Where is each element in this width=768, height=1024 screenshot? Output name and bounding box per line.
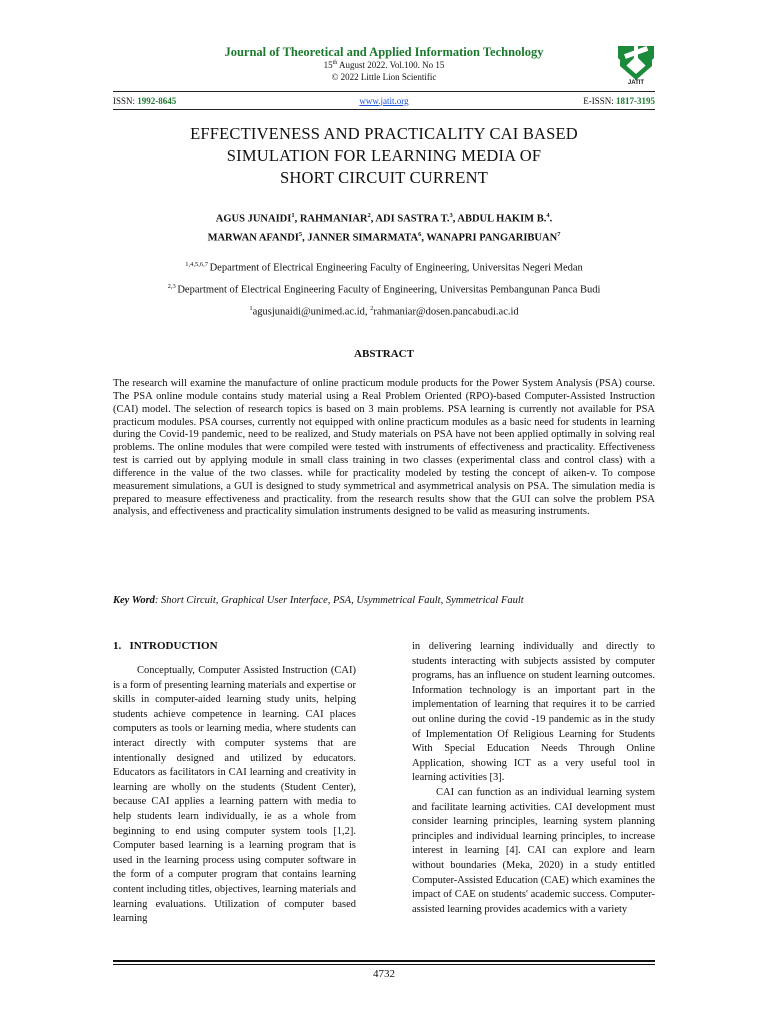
author-1: AGUS JUNAIDI bbox=[215, 213, 292, 225]
authors-line-1 bbox=[100, 208, 668, 227]
author-3-sup: 3 bbox=[449, 212, 453, 219]
footer-rule-thin bbox=[113, 964, 655, 965]
eissn bbox=[583, 96, 655, 106]
issue-rest: August 2022. Vol.100. No 15 bbox=[337, 60, 445, 70]
journal-title: Journal of Theoretical and Applied Information Technology bbox=[224, 45, 544, 59]
author-2: , RAHMANIAR bbox=[294, 213, 368, 225]
eissn-value: 1817-3195 bbox=[616, 96, 655, 106]
author-5: MARWAN AFANDI bbox=[207, 232, 299, 243]
column-left bbox=[113, 664, 356, 927]
issue-day: 15 bbox=[323, 60, 333, 70]
website-link[interactable]: www.jatit.org bbox=[359, 96, 409, 106]
email-1-sup: 1 bbox=[249, 305, 253, 312]
author-3: , ADI SASTRA T. bbox=[370, 213, 450, 225]
website-wrap bbox=[113, 96, 655, 106]
affiliation-1 bbox=[60, 261, 708, 274]
author-4-end: . bbox=[549, 213, 553, 225]
section-heading-introduction: 1. INTRODUCTION bbox=[113, 640, 218, 652]
affiliation-1-sup: 1,4,5,6,7 bbox=[185, 261, 210, 268]
author-4-sup: 4 bbox=[546, 212, 550, 219]
email-2[interactable]: rahmaniar@dosen.pancabudi.ac.id bbox=[373, 306, 519, 318]
eissn-label: E-ISSN: bbox=[583, 96, 616, 106]
keywords bbox=[113, 595, 655, 606]
affiliation-2-text: Department of Electrical Engineering Faculty of Engineering, Universitas Pembangunan Panca Budi bbox=[177, 284, 601, 296]
page-number: 4732 bbox=[373, 968, 395, 980]
title-line-1: EFFECTIVENESS AND PRACTICALITY CAI BASED bbox=[190, 124, 578, 143]
author-2-sup: 2 bbox=[367, 212, 371, 219]
author-6-sup: 6 bbox=[418, 230, 422, 238]
abstract-body: The research will examine the manufacture of online practicum module products for the Power System Analysis (PSA) course. The PSA online module contains study material using a Real Problem Oriented (RPO)-based Computer-Assisted Instruction (CAI) model. The selection of research topics is based on 3 main problems. PSA learning is currently not available for PSA practicum modules. PSA courses, currently not equipped with online practicum modules as a basic need for students in learning during the Covid-19 pandemic, need to be realized, and Study materials on PSA have not been applied optimally in solving real problems. The online modules that were compiled were tested with instruments of effectiveness and practicality. Effectiveness test is carried out by applying module in small class training in two classes (experimental class and control class) with a difference in the value of the two classes. while for practicality modeled by testing the concept of aiken-v. To compose measurement simulations, a GUI is designed to study symmetrical and asymmetrical analysis on PSA. The simulation media is prepared to measure effectiveness and practicality. from the research results show that the GUI can solve the problem PSA analysis, and effectiveness and practicality simulation instruments designed to be valid as measuring instruments. bbox=[113, 378, 655, 518]
author-4: , ABDUL HAKIM B. bbox=[452, 213, 547, 225]
footer-rule-thick bbox=[113, 960, 655, 962]
author-7: , WANAPRI PANGARIBUAN bbox=[421, 232, 558, 243]
author-1-sup: 1 bbox=[291, 212, 295, 219]
affiliation-2 bbox=[60, 283, 708, 296]
copyright-line: © 2022 Little Lion Scientific bbox=[331, 72, 437, 82]
affiliation-2-sup: 2,3 bbox=[167, 283, 178, 290]
issn-label: ISSN: bbox=[113, 96, 138, 106]
abstract-heading: ABSTRACT bbox=[354, 348, 414, 360]
author-emails bbox=[60, 305, 708, 318]
header-rule-bottom bbox=[113, 109, 655, 110]
authors-line-2 bbox=[100, 227, 668, 246]
jatit-logo-icon bbox=[614, 44, 658, 80]
authors bbox=[100, 208, 668, 245]
issn-value: 1992-8645 bbox=[137, 96, 177, 106]
paper-title bbox=[100, 123, 668, 189]
author-5-sup: 5 bbox=[298, 230, 303, 238]
email-1[interactable]: agusjunaidi@unimed.ac.id, bbox=[252, 306, 371, 318]
email-2-sup: 2 bbox=[370, 305, 374, 312]
journal-logo bbox=[614, 44, 658, 90]
issue-day-suffix: th bbox=[332, 60, 338, 66]
header-rule-top bbox=[113, 91, 655, 92]
keywords-label: Key Word bbox=[113, 595, 155, 606]
author-6: , JANNER SIMARMATA bbox=[302, 232, 419, 243]
keywords-text: : Short Circuit, Graphical User Interface, PSA, Usymmetrical Fault, Symmetrical Fault bbox=[154, 595, 524, 606]
title-line-2: SIMULATION FOR LEARNING MEDIA OF bbox=[226, 146, 542, 165]
logo-text: JATIT bbox=[627, 80, 645, 86]
intro-paragraph-1: Conceptually, Computer Assisted Instruction (CAI) is a form of presenting learning materials and expertise or skills in computer-aided learning study units, helping students achieve competence in learning. CAI places computers as tools or learning media, where students can interact directly with computer systems that are intentionally designed and utilized by educators. Educators as facilitators in CAI learning and creativity in learning are wholly on the students (Student Center), because CAI applies a learning pattern with media to help students learn individually, ie as a whole from beginning to end using computer system tools [1,2]. Computer based learning is a learning program that is used in the learning process using computer software in the form of a computer program that contains learning content including titles, objectives, learning materials and learning evaluations. Utilization of computer based learning bbox=[113, 665, 356, 925]
title-line-3: SHORT CIRCUIT CURRENT bbox=[280, 168, 488, 187]
intro-paragraph-3: CAI can function as an individual learning system and facilitate learning activities. CAI development must consider learning principles, learning system planning principles and individual learning principles, to increase interest in learning [4]. CAI can explore and learn without boundaries (Meka, 2020) in a study entitled Computer-Assisted Education (CAE) which examines the impact of CAE on students' academic success. Computer-assisted learning provides academics with a variety bbox=[412, 786, 655, 915]
intro-paragraph-2: in delivering learning individually and directly to students interacting with subjects assisted by computer programs, has an influence on student learning outcomes. Information technology is an important part in the implementation of learning that requires it to be carried out online during the covid -19 pandemic as in the study of Implementation Of Religious Learning for Students With Special Education Needs Through Online Application, showing ICT as a very useful tool in learning activities [3]. bbox=[412, 641, 655, 784]
affiliation-1-text: Department of Electrical Engineering Faculty of Engineering, Universitas Negeri Medan bbox=[209, 262, 583, 274]
author-7-sup: 7 bbox=[557, 230, 561, 238]
column-right bbox=[412, 640, 655, 917]
